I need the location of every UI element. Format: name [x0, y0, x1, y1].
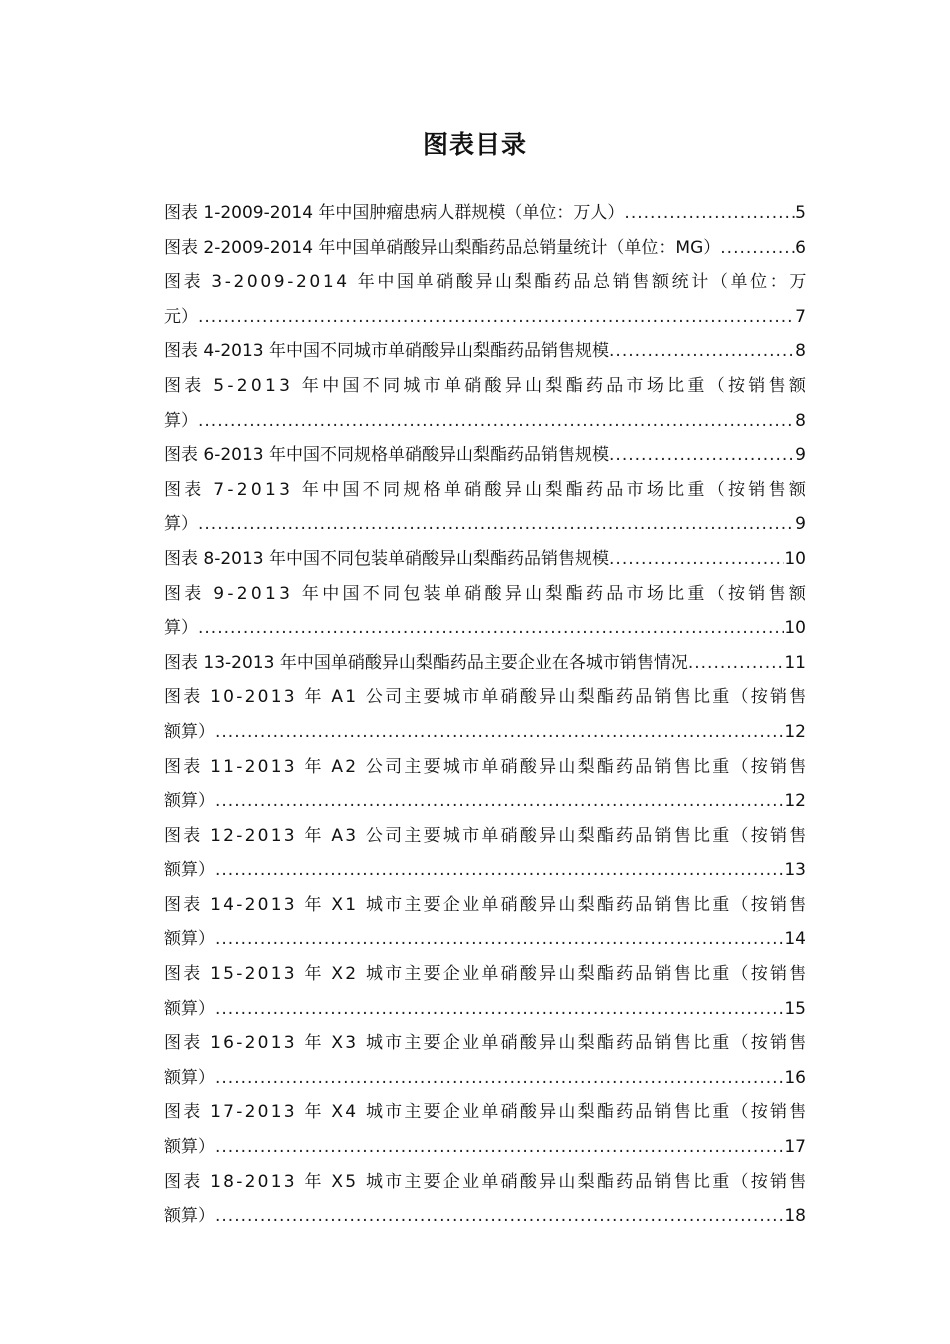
toc-entry-first-line	[164, 680, 809, 715]
toc-page-number: 7	[795, 306, 806, 327]
toc-entry[interactable]	[164, 577, 810, 646]
toc-entry-first-line	[164, 473, 810, 508]
toc-entry-title: 图表 9-2013 年中国不同包装单硝酸异山梨酯药品市场比重（按销售额	[164, 583, 810, 604]
dot-leader	[215, 715, 784, 750]
toc-entry-title: 图表 2-2009-2014 年中国单硝酸异山梨酯药品总销量统计（单位：MG）	[164, 237, 721, 258]
toc-entry[interactable]	[164, 680, 809, 749]
toc-entry-first-line	[164, 369, 810, 404]
toc-entry-first-line	[164, 957, 809, 992]
table-of-figures	[164, 196, 810, 1234]
toc-entry-title: 图表 6-2013 年中国不同规格单硝酸异山梨酯药品销售规模	[164, 445, 610, 466]
dot-leader	[198, 404, 795, 439]
toc-entry-title: 算）	[164, 410, 198, 431]
toc-entry[interactable]	[164, 196, 806, 231]
toc-entry-title: 图表 15-2013 年 X2 城市主要企业单硝酸异山梨酯药品销售比重（按销售	[164, 964, 809, 985]
toc-page-number: 15	[784, 998, 806, 1019]
toc-page-number: 8	[795, 341, 806, 362]
toc-page-number: 14	[784, 929, 806, 950]
toc-page-number: 8	[795, 410, 806, 431]
toc-entry-title: 额算）	[164, 721, 215, 742]
toc-page-number: 17	[784, 1137, 806, 1158]
toc-entry[interactable]	[164, 646, 806, 681]
toc-entry-title: 图表 5-2013 年中国不同城市单硝酸异山梨酯药品市场比重（按销售额	[164, 375, 810, 396]
toc-entry-title: 额算）	[164, 1137, 215, 1158]
toc-entry[interactable]	[164, 542, 806, 577]
toc-page-number: 5	[795, 203, 806, 223]
toc-entry-title: 图表 4-2013 年中国不同城市单硝酸异山梨酯药品销售规模	[164, 341, 610, 362]
toc-entry-title: 额算）	[164, 860, 215, 881]
toc-entry-title: 额算）	[164, 929, 215, 950]
toc-entry[interactable]	[164, 819, 809, 888]
toc-entry-title: 图表 8-2013 年中国不同包装单硝酸异山梨酯药品销售规模	[164, 548, 610, 569]
toc-entry[interactable]	[164, 334, 806, 369]
dot-leader	[215, 992, 784, 1027]
toc-entry-first-line	[164, 750, 809, 785]
dot-leader	[609, 438, 795, 473]
toc-entry-last-line	[164, 300, 806, 335]
toc-page-number: 10	[784, 618, 806, 639]
toc-entry[interactable]	[164, 473, 810, 542]
dot-leader	[215, 784, 784, 819]
toc-entry[interactable]	[164, 369, 810, 438]
toc-entry-first-line	[164, 265, 809, 300]
toc-entry-last-line	[164, 334, 806, 369]
toc-entry-title: 元）	[164, 306, 198, 327]
dot-leader	[215, 853, 784, 888]
toc-entry-first-line	[164, 1095, 809, 1130]
toc-entry-title: 算）	[164, 514, 198, 535]
toc-entry-title: 图表 1-2009-2014 年中国肿瘤患病人群规模（单位：万人）	[164, 203, 625, 223]
toc-entry[interactable]	[164, 957, 809, 1026]
toc-entry-title: 图表 12-2013 年 A3 公司主要城市单硝酸异山梨酯药品销售比重（按销售	[164, 825, 809, 846]
dot-leader	[198, 611, 784, 646]
toc-entry[interactable]	[164, 265, 809, 334]
toc-page-number: 10	[784, 548, 806, 569]
toc-page-number: 13	[784, 860, 806, 881]
toc-entry-title: 图表 18-2013 年 X5 城市主要企业单硝酸异山梨酯药品销售比重（按销售	[164, 1171, 809, 1192]
toc-entry-last-line	[164, 1199, 806, 1234]
toc-entry-last-line	[164, 438, 806, 473]
dot-leader	[215, 1130, 784, 1165]
toc-entry[interactable]	[164, 1165, 809, 1234]
dot-leader	[609, 542, 784, 577]
toc-entry-last-line	[164, 196, 806, 231]
toc-entry-last-line	[164, 1130, 806, 1165]
toc-entry-title: 图表 17-2013 年 X4 城市主要企业单硝酸异山梨酯药品销售比重（按销售	[164, 1102, 809, 1123]
toc-page-number: 9	[795, 514, 806, 535]
toc-entry-last-line	[164, 542, 806, 577]
toc-entry-title: 图表 7-2013 年中国不同规格单硝酸异山梨酯药品市场比重（按销售额	[164, 479, 810, 500]
toc-entry-last-line	[164, 1061, 806, 1096]
toc-entry-title: 额算）	[164, 791, 215, 812]
toc-page-number: 9	[795, 445, 806, 466]
toc-entry-title: 算）	[164, 618, 198, 639]
toc-entry-title: 额算）	[164, 1206, 215, 1227]
toc-entry-last-line	[164, 507, 806, 542]
toc-entry[interactable]	[164, 231, 806, 266]
dot-leader	[609, 334, 795, 369]
toc-entry-title: 图表 14-2013 年 X1 城市主要企业单硝酸异山梨酯药品销售比重（按销售	[164, 894, 809, 915]
toc-page-number: 18	[784, 1206, 806, 1227]
toc-entry-last-line	[164, 611, 806, 646]
toc-entry-last-line	[164, 404, 806, 439]
dot-leader	[720, 231, 795, 266]
toc-entry-last-line	[164, 231, 806, 266]
toc-entry[interactable]	[164, 1026, 809, 1095]
dot-leader	[198, 507, 795, 542]
toc-entry-title: 额算）	[164, 1067, 215, 1088]
toc-entry-last-line	[164, 922, 806, 957]
toc-entry[interactable]	[164, 1095, 809, 1164]
toc-entry-first-line	[164, 819, 809, 854]
toc-entry-last-line	[164, 992, 806, 1027]
toc-entry-title: 图表 16-2013 年 X3 城市主要企业单硝酸异山梨酯药品销售比重（按销售	[164, 1033, 809, 1054]
toc-entry-title: 图表 3-2009-2014 年中国单硝酸异山梨酯药品总销售额统计（单位：万	[164, 272, 809, 293]
toc-entry-title: 图表 10-2013 年 A1 公司主要城市单硝酸异山梨酯药品销售比重（按销售	[164, 687, 809, 708]
toc-entry[interactable]	[164, 888, 809, 957]
toc-page-number: 6	[795, 237, 806, 258]
toc-entry-first-line	[164, 577, 810, 612]
toc-entry-last-line	[164, 853, 806, 888]
page-title: 图表目录	[422, 130, 527, 159]
toc-entry[interactable]	[164, 438, 806, 473]
dot-leader	[624, 196, 795, 231]
dot-leader	[215, 1061, 784, 1096]
toc-page-number: 12	[784, 791, 806, 812]
toc-entry-first-line	[164, 888, 809, 923]
dot-leader	[688, 646, 785, 681]
toc-entry-first-line	[164, 1165, 809, 1200]
dot-leader	[215, 1199, 784, 1234]
toc-entry-last-line	[164, 784, 806, 819]
toc-entry-last-line	[164, 646, 806, 681]
dot-leader	[215, 922, 784, 957]
toc-page-number: 11	[784, 652, 806, 673]
dot-leader	[198, 300, 795, 335]
toc-entry-title: 图表 13-2013 年中国单硝酸异山梨酯药品主要企业在各城市销售情况	[164, 652, 688, 673]
toc-entry[interactable]	[164, 750, 809, 819]
toc-entry-last-line	[164, 715, 806, 750]
toc-page-number: 12	[784, 721, 806, 742]
toc-entry-title: 额算）	[164, 998, 215, 1019]
toc-entry-first-line	[164, 1026, 809, 1061]
toc-page-number: 16	[784, 1067, 806, 1088]
toc-entry-title: 图表 11-2013 年 A2 公司主要城市单硝酸异山梨酯药品销售比重（按销售	[164, 756, 809, 777]
